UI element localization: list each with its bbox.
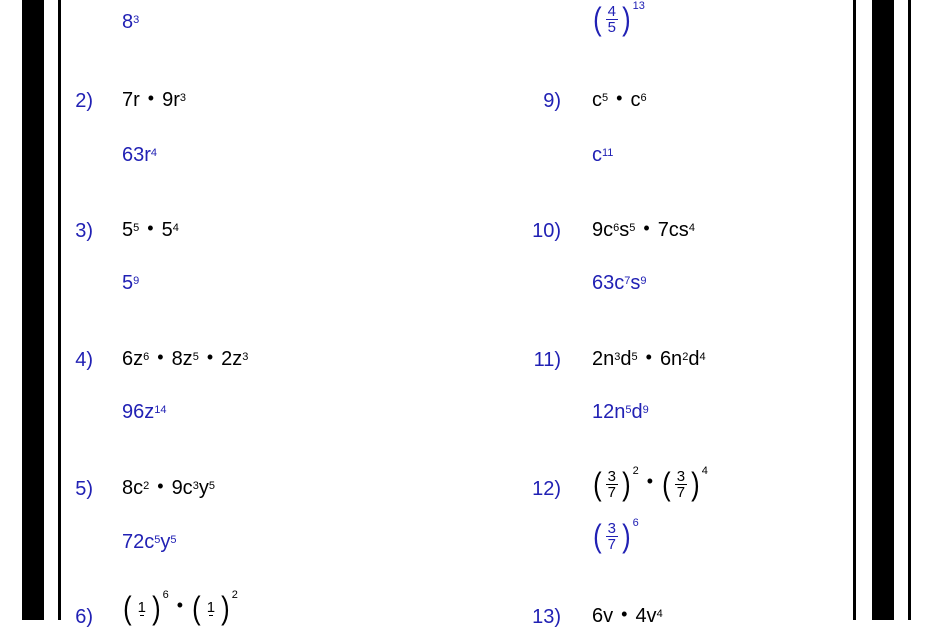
multiply-dot: • (645, 347, 652, 367)
term: 72c (122, 531, 155, 553)
denominator: 5 (607, 18, 616, 36)
term: 63r (122, 144, 151, 166)
term: s (619, 219, 630, 241)
problem-11 (592, 349, 706, 369)
term: 9r (162, 89, 180, 111)
problem-5 (122, 478, 215, 498)
numerator: 3 (607, 519, 616, 537)
left-paren: ( (593, 466, 602, 502)
multiply-dot: • (147, 218, 154, 238)
numerator: 1 (206, 599, 216, 616)
right-paren: ) (622, 1, 631, 37)
problem-number-4: 4) (75, 349, 93, 371)
answer-9 (592, 145, 613, 165)
exponent: 6 (143, 351, 150, 363)
exponent: 9 (642, 404, 649, 416)
fraction (122, 589, 169, 626)
exponent: 2 (231, 589, 238, 601)
exponent: 11 (602, 147, 614, 159)
answer-1 (122, 12, 139, 32)
term: 6n (659, 348, 683, 370)
term: c (592, 144, 602, 166)
left-paren: ( (192, 590, 201, 626)
answer-1-exp: 3 (133, 14, 140, 26)
problem-number-3: 3) (75, 220, 93, 242)
exponent: 2 (143, 480, 150, 492)
exponent: 9 (640, 275, 647, 287)
multiply-dot: • (643, 218, 650, 238)
multiply-dot: • (157, 347, 164, 367)
problem-4 (122, 349, 248, 369)
term: 7r (122, 89, 140, 111)
term: 4v (635, 605, 657, 627)
term: 6v (592, 605, 614, 627)
exponent: 3 (179, 92, 187, 104)
answer-10 (592, 273, 647, 293)
term: d (631, 401, 643, 423)
exponent: 2 (682, 351, 689, 363)
term: d (688, 348, 700, 370)
exponent: 5 (154, 534, 161, 546)
problem-number-9: 9) (543, 90, 561, 112)
term: 96z (122, 401, 155, 423)
term: 63c (592, 272, 625, 294)
exponent: 5 (192, 351, 199, 363)
exponent: 7 (624, 275, 631, 287)
exponent: 6 (162, 589, 169, 601)
numerator: 1 (137, 599, 146, 616)
exponent: 5 (170, 534, 177, 546)
fraction (592, 465, 639, 502)
left-paren: ( (593, 1, 602, 37)
exponent: 14 (154, 404, 167, 416)
fraction (592, 0, 645, 37)
numerator: 3 (676, 467, 686, 485)
numerator: 4 (607, 2, 616, 20)
problem-13 (592, 606, 663, 626)
border-right-outer (908, 0, 911, 620)
problem-number-10: 10) (532, 220, 561, 242)
term: 9c (592, 219, 614, 241)
problem-number-11: 11) (533, 349, 561, 371)
border-left-thick (22, 0, 44, 620)
multiply-dot: • (616, 88, 623, 108)
problem-number-6: 6) (75, 606, 93, 628)
denominator: 7 (676, 483, 686, 501)
exponent: 5 (602, 92, 609, 104)
problem-10 (592, 220, 695, 240)
denominator: 7 (607, 483, 616, 501)
exponent: 6 (632, 517, 639, 529)
term: 7cs (657, 219, 689, 241)
exponent: 5 (208, 480, 215, 492)
exponent: 13 (632, 0, 645, 12)
multiply-dot: • (176, 595, 184, 616)
multiply-dot: • (206, 347, 214, 367)
exponent: 6 (613, 222, 620, 234)
term: 5 (122, 272, 134, 294)
denominator (209, 615, 213, 616)
term: 5 (122, 219, 134, 241)
left-paren: ( (662, 466, 671, 502)
multiply-dot: • (621, 604, 628, 624)
exponent: 5 (629, 222, 636, 234)
right-paren: ) (622, 466, 631, 502)
problem-number-13: 13) (532, 606, 561, 628)
multiply-dot: • (646, 471, 654, 492)
answer-11 (592, 402, 649, 422)
term: 12n (592, 401, 626, 423)
answer-5 (122, 532, 177, 552)
answer-12 (592, 517, 639, 554)
exponent: 4 (656, 608, 663, 620)
term: 5 (161, 219, 173, 241)
fraction (592, 517, 639, 554)
fraction (191, 589, 238, 626)
answer-1-base: 8 (122, 11, 134, 33)
numerator: 3 (607, 467, 616, 485)
exponent: 5 (133, 222, 140, 234)
term: d (620, 348, 632, 370)
term: 2z (221, 348, 243, 370)
multiply-dot: • (147, 88, 155, 108)
answer-3 (122, 273, 139, 293)
term: c (592, 89, 602, 111)
right-paren: ) (691, 466, 700, 502)
term: 9c (171, 477, 193, 499)
right-paren: ) (622, 518, 631, 554)
exponent: 4 (150, 147, 158, 159)
left-paren: ( (593, 518, 602, 554)
problem-number-2: 2) (75, 90, 93, 112)
term: 8z (171, 348, 193, 370)
exponent: 9 (133, 275, 140, 287)
border-right-thick (872, 0, 894, 620)
problem-number-5: 5) (75, 478, 93, 500)
term: s (630, 272, 641, 294)
exponent: 6 (640, 92, 647, 104)
problem-12 (592, 465, 708, 502)
problem-9 (592, 90, 647, 110)
denominator: 7 (607, 535, 616, 553)
term: y (160, 531, 171, 553)
exponent: 2 (632, 465, 639, 477)
right-paren: ) (152, 590, 161, 626)
term: c (630, 89, 641, 111)
problem-6 (122, 589, 238, 626)
term: 6z (122, 348, 144, 370)
answer-2 (122, 145, 157, 165)
exponent: 4 (699, 351, 706, 363)
exponent: 3 (192, 480, 199, 492)
term: 2n (592, 348, 615, 370)
problem-2 (122, 90, 186, 110)
exponent: 4 (701, 465, 708, 477)
answer-8 (592, 0, 645, 37)
exponent: 5 (631, 351, 638, 363)
worksheet-page (60, 0, 865, 628)
exponent: 4 (172, 222, 179, 234)
exponent: 5 (625, 404, 632, 416)
fraction (661, 465, 708, 502)
problem-number-12: 12) (532, 478, 561, 500)
problem-3 (122, 220, 179, 240)
left-paren: ( (123, 590, 132, 626)
right-paren: ) (221, 590, 230, 626)
exponent: 4 (688, 222, 695, 234)
exponent: 3 (614, 351, 621, 363)
term: y (198, 477, 209, 499)
exponent: 3 (242, 351, 249, 363)
multiply-dot: • (157, 476, 164, 496)
term: 8c (122, 477, 144, 499)
denominator (140, 615, 144, 616)
answer-4 (122, 402, 167, 422)
